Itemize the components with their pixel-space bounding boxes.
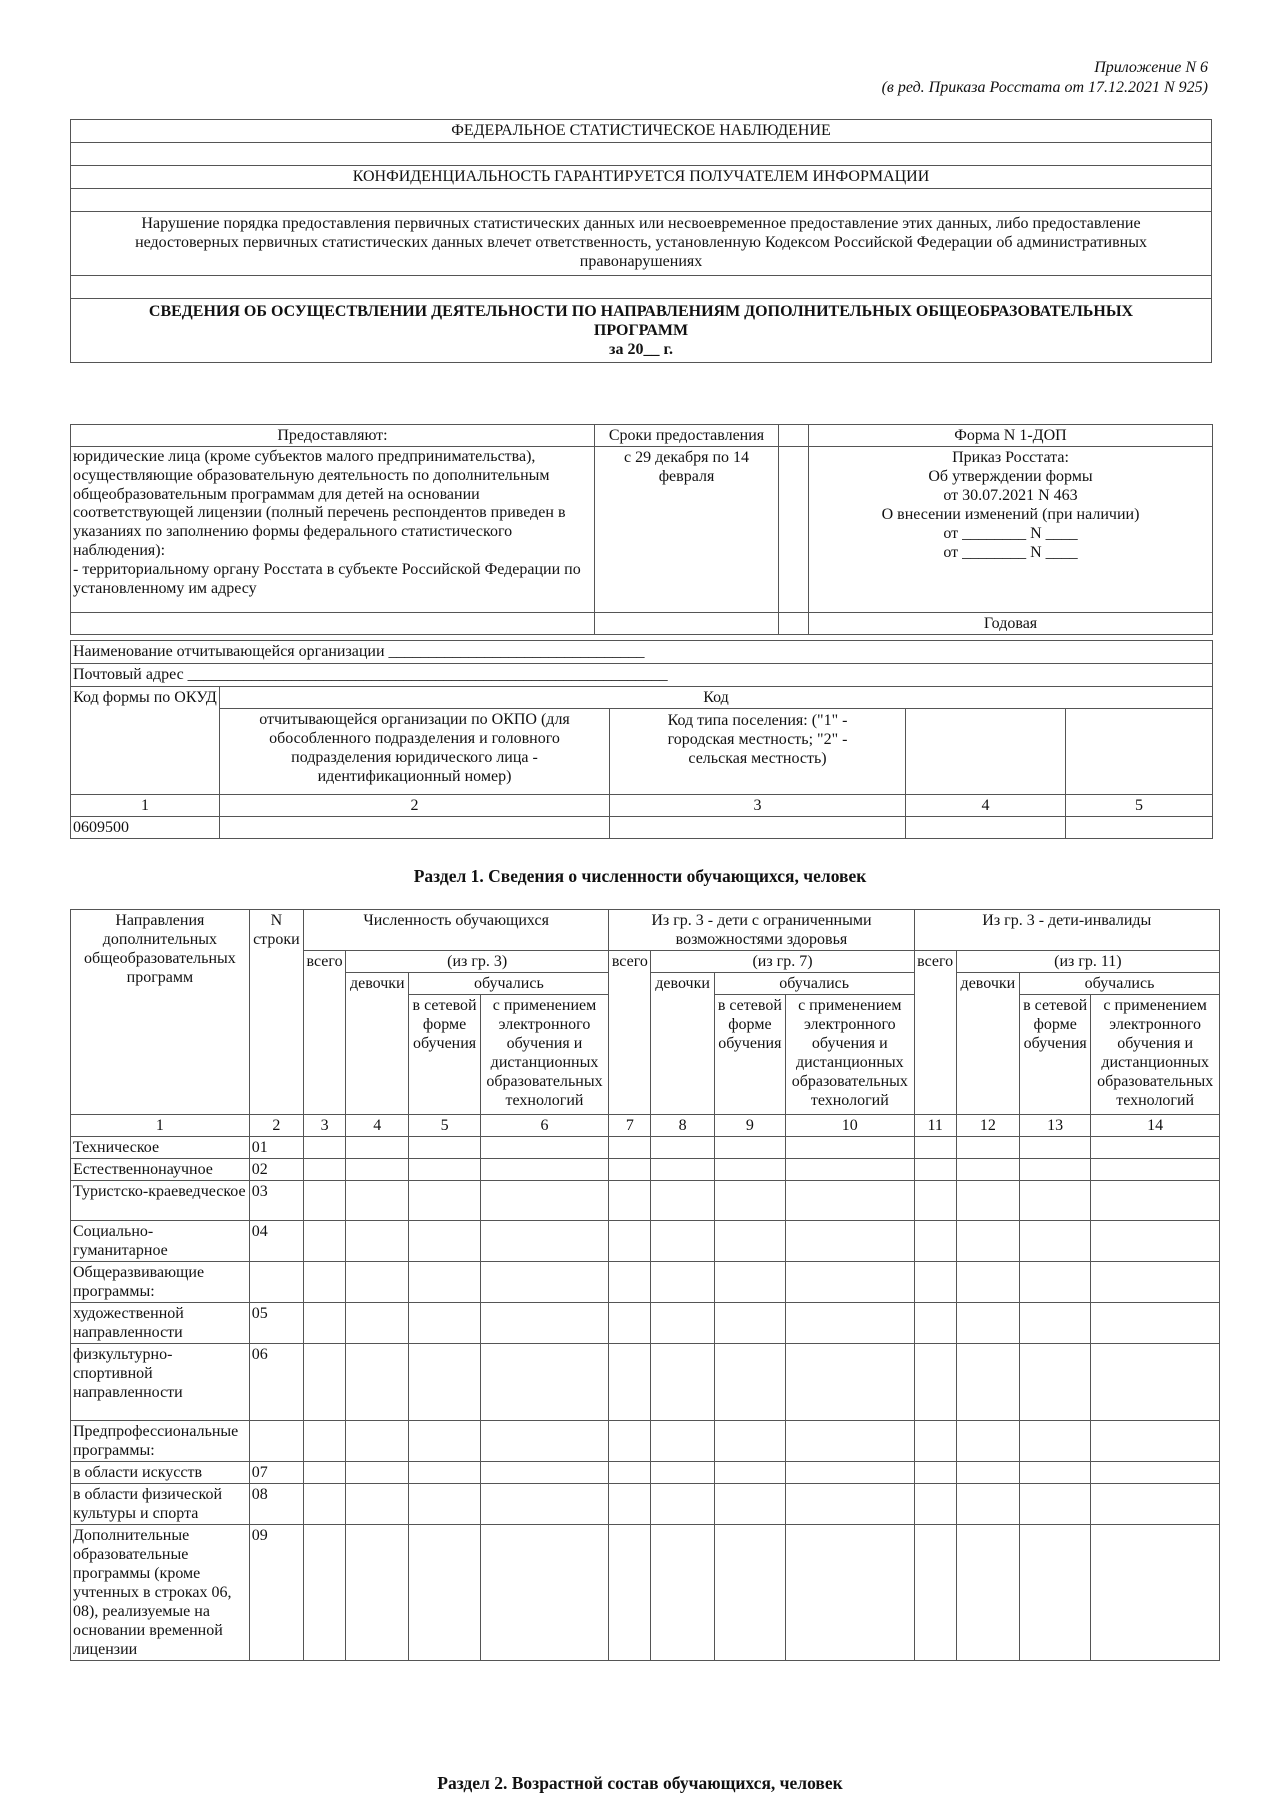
header-table [70, 119, 1212, 363]
data-cell-col14[interactable] [1091, 1181, 1220, 1221]
data-cell-col8[interactable] [651, 1421, 714, 1462]
col-num: 1 [71, 795, 220, 817]
col-num: 12 [956, 1115, 1019, 1137]
data-cell-col11[interactable] [914, 1344, 956, 1421]
blank-cell [71, 613, 595, 635]
data-cell-col14[interactable] [1091, 1137, 1220, 1159]
data-cell-col4[interactable] [346, 1137, 409, 1159]
data-cell-col6[interactable] [480, 1344, 609, 1421]
data-cell-col7[interactable] [609, 1159, 651, 1181]
data-cell-col11[interactable] [914, 1181, 956, 1221]
data-cell-col4[interactable] [346, 1303, 409, 1344]
observation-label: ФЕДЕРАЛЬНОЕ СТАТИСТИЧЕСКОЕ НАБЛЮДЕНИЕ [71, 120, 1212, 143]
okpo-header: отчитывающейся организации по ОКПО (для обособленного подразделения и головного подразделения юридического лица - идентификационный номер) [220, 709, 610, 795]
data-cell-col5[interactable] [409, 1181, 480, 1221]
data-cell-col9[interactable] [714, 1462, 785, 1484]
data-cell-col8[interactable] [651, 1262, 714, 1303]
studied-header: обучались [409, 973, 609, 995]
blank-row [71, 189, 1212, 212]
col-num: 13 [1020, 1115, 1091, 1137]
data-cell-col11[interactable] [914, 1262, 956, 1303]
row-code: 04 [249, 1221, 303, 1262]
order-line-6: от ________ N ____ [943, 544, 1078, 561]
order-line-2: Об утверждении формы [928, 468, 1093, 485]
respondents-text: юридические лица (кроме субъектов малого предпринимательства), осуществляющие образовательную деятельность по дополнительным общеобразовательным программам для детей на основании соответствующей лицензии (полный перечень респондентов приведен в указаниях по заполнению формы федерального статистического наблюдения): [73, 448, 566, 559]
section1-table [70, 909, 1220, 1661]
row-code: 03 [249, 1181, 303, 1221]
okud-value: 0609500 [71, 817, 220, 839]
direction-name: физкультурно-спортивной направленности [71, 1344, 250, 1421]
from-col3-header: (из гр. 3) [346, 951, 609, 973]
table-row [71, 1484, 1220, 1525]
respondents-header: Предоставляют: [71, 425, 595, 447]
data-cell-col12[interactable] [956, 1137, 1019, 1159]
col-num: 8 [651, 1115, 714, 1137]
data-cell-col4[interactable] [346, 1344, 409, 1421]
organization-table [70, 640, 1213, 839]
data-cell-col4[interactable] [346, 1181, 409, 1221]
data-cell-col8[interactable] [651, 1484, 714, 1525]
data-cell-col5[interactable] [409, 1221, 480, 1262]
data-cell-col14[interactable] [1091, 1159, 1220, 1181]
data-cell-col13[interactable] [1020, 1137, 1091, 1159]
okpo-input[interactable] [220, 817, 610, 839]
deadline-cell: с 29 декабря по 14 февраля [595, 447, 779, 613]
directions-header: Направления дополнительных общеобразовательных программ [71, 910, 250, 1115]
code-input-4[interactable] [906, 817, 1066, 839]
col-num: 5 [409, 1115, 480, 1137]
data-cell-col7[interactable] [609, 1421, 651, 1462]
org-name-field[interactable]: Наименование отчитывающейся организации ________________________________ [71, 641, 1213, 664]
direction-name: в области искусств [71, 1462, 250, 1484]
data-cell-col5[interactable] [409, 1262, 480, 1303]
data-cell-col14[interactable] [1091, 1484, 1220, 1525]
code-input-5[interactable] [1066, 817, 1213, 839]
students-header: Численность обучающихся [303, 910, 608, 951]
data-cell-col12[interactable] [956, 1221, 1019, 1262]
data-cell-col9[interactable] [714, 1137, 785, 1159]
data-cell-col12[interactable] [956, 1484, 1019, 1525]
okud-header: Код формы по ОКУД [71, 687, 220, 795]
data-cell-col9[interactable] [714, 1262, 785, 1303]
row-code [249, 1421, 303, 1462]
direction-name: Естественнонаучное [71, 1159, 250, 1181]
deadline-header: Сроки предоставления [595, 425, 779, 447]
data-cell-col6[interactable] [480, 1137, 609, 1159]
spacer-cell [779, 425, 809, 447]
form-title-main: СВЕДЕНИЯ ОБ ОСУЩЕСТВЛЕНИИ ДЕЯТЕЛЬНОСТИ ПО НАПРАВЛЕНИЯМ ДОПОЛНИТЕЛЬНЫХ ОБЩЕОБРАЗОВАТЕЛЬНЫХ ПРОГРАММ [148, 303, 1134, 339]
form-number-header: Форма N 1-ДОП [809, 425, 1213, 447]
data-cell-col7[interactable] [609, 1137, 651, 1159]
settlement-type-header: Код типа поселения: ("1" - городская местность; "2" - сельская местность) [610, 709, 906, 795]
row-number-header: N строки [249, 910, 303, 1115]
direction-name: Техническое [71, 1137, 250, 1159]
direction-name: Социально-гуманитарное [71, 1221, 250, 1262]
data-cell-col12[interactable] [956, 1525, 1019, 1661]
col-num: 3 [303, 1115, 345, 1137]
col-num: 1 [71, 1115, 250, 1137]
data-cell-col12[interactable] [956, 1159, 1019, 1181]
blank-cell [1066, 709, 1213, 795]
data-cell-col11[interactable] [914, 1303, 956, 1344]
data-cell-col5[interactable] [409, 1525, 480, 1661]
table-row [71, 1159, 1220, 1181]
postal-address-field[interactable]: Почтовый адрес ____________________________________________________________ [71, 664, 1213, 687]
data-cell-col9[interactable] [714, 1344, 785, 1421]
data-cell-col4[interactable] [346, 1421, 409, 1462]
data-cell-col6[interactable] [480, 1484, 609, 1525]
section1-title: Раздел 1. Сведения о численности обучающихся, человек [413, 866, 867, 886]
data-cell-col4[interactable] [346, 1462, 409, 1484]
data-cell-col8[interactable] [651, 1303, 714, 1344]
data-cell-col12[interactable] [956, 1181, 1019, 1221]
data-cell-col5[interactable] [409, 1159, 480, 1181]
spacer-cell [779, 447, 809, 613]
data-cell-col3[interactable] [303, 1221, 345, 1262]
order-line-3: от 30.07.2021 N 463 [943, 487, 1078, 504]
col-num: 9 [714, 1115, 785, 1137]
data-cell-col10[interactable] [786, 1484, 915, 1525]
data-cell-col10[interactable] [786, 1181, 915, 1221]
table-row [71, 1344, 1220, 1421]
data-cell-col14[interactable] [1091, 1262, 1220, 1303]
table-row [71, 1181, 1220, 1221]
data-cell-col6[interactable] [480, 1159, 609, 1181]
data-cell-col4[interactable] [346, 1484, 409, 1525]
form-title-period: за 20__ г. [609, 341, 673, 358]
row-code: 02 [249, 1159, 303, 1181]
respondents-destination: - территориальному органу Росстата в субъекте Российской Федерации по установленному им адресу [73, 560, 581, 597]
row-code: 08 [249, 1484, 303, 1525]
data-cell-col13[interactable] [1020, 1303, 1091, 1344]
row-code: 09 [249, 1525, 303, 1661]
data-cell-col13[interactable] [1020, 1221, 1091, 1262]
data-cell-col4[interactable] [346, 1221, 409, 1262]
data-cell-col3[interactable] [303, 1159, 345, 1181]
data-cell-col10[interactable] [786, 1421, 915, 1462]
girls-header: девочки [346, 973, 409, 1115]
data-cell-col7[interactable] [609, 1462, 651, 1484]
data-cell-col11[interactable] [914, 1462, 956, 1484]
data-cell-col4[interactable] [346, 1159, 409, 1181]
data-cell-col13[interactable] [1020, 1344, 1091, 1421]
data-cell-col14[interactable] [1091, 1344, 1220, 1421]
data-cell-col11[interactable] [914, 1159, 956, 1181]
data-cell-col6[interactable] [480, 1221, 609, 1262]
data-cell-col3[interactable] [303, 1421, 345, 1462]
confidentiality-label: КОНФИДЕНЦИАЛЬНОСТЬ ГАРАНТИРУЕТСЯ ПОЛУЧАТЕЛЕМ ИНФОРМАЦИИ [71, 166, 1212, 189]
data-cell-col6[interactable] [480, 1462, 609, 1484]
appendix-line-1: Приложение N 6 [1094, 59, 1208, 76]
data-cell-col8[interactable] [651, 1221, 714, 1262]
blank-row [71, 143, 1212, 166]
data-cell-col3[interactable] [303, 1181, 345, 1221]
data-cell-col5[interactable] [409, 1137, 480, 1159]
data-cell-col13[interactable] [1020, 1262, 1091, 1303]
blank-cell [906, 709, 1066, 795]
data-cell-col3[interactable] [303, 1484, 345, 1525]
data-cell-col7[interactable] [609, 1181, 651, 1221]
data-cell-col10[interactable] [786, 1137, 915, 1159]
blank-cell [779, 613, 809, 635]
network-form-header: в сетевой форме обучения [1020, 995, 1091, 1115]
data-cell-col9[interactable] [714, 1221, 785, 1262]
data-cell-col3[interactable] [303, 1303, 345, 1344]
table-row [71, 1462, 1220, 1484]
data-cell-col7[interactable] [609, 1303, 651, 1344]
data-cell-col4[interactable] [346, 1525, 409, 1661]
data-cell-col14[interactable] [1091, 1525, 1220, 1661]
data-cell-col13[interactable] [1020, 1462, 1091, 1484]
respondents-cell [71, 447, 595, 613]
col-num: 7 [609, 1115, 651, 1137]
data-cell-col13[interactable] [1020, 1484, 1091, 1525]
data-cell-col11[interactable] [914, 1221, 956, 1262]
data-cell-col3[interactable] [303, 1525, 345, 1661]
submission-table [70, 424, 1213, 635]
form-title [71, 299, 1212, 363]
appendix-note [882, 58, 1208, 98]
col-num: 2 [249, 1115, 303, 1137]
data-cell-col3[interactable] [303, 1344, 345, 1421]
data-cell-col3[interactable] [303, 1137, 345, 1159]
direction-name: в области физической культуры и спорта [71, 1484, 250, 1525]
table-row [71, 1137, 1220, 1159]
data-cell-col5[interactable] [409, 1421, 480, 1462]
data-cell-col5[interactable] [409, 1344, 480, 1421]
blank-row [71, 276, 1212, 299]
col-num: 10 [786, 1115, 915, 1137]
total-header: всего [914, 951, 956, 1115]
data-cell-col12[interactable] [956, 1421, 1019, 1462]
row-code: 07 [249, 1462, 303, 1484]
total-header: всего [303, 951, 345, 1115]
col-num: 11 [914, 1115, 956, 1137]
data-cell-col5[interactable] [409, 1484, 480, 1525]
direction-name: Предпрофессиональные программы: [71, 1421, 250, 1462]
table-row [71, 1525, 1220, 1661]
data-cell-col11[interactable] [914, 1421, 956, 1462]
data-cell-col8[interactable] [651, 1159, 714, 1181]
data-cell-col7[interactable] [609, 1525, 651, 1661]
data-cell-col9[interactable] [714, 1303, 785, 1344]
data-cell-col7[interactable] [609, 1262, 651, 1303]
data-cell-col10[interactable] [786, 1344, 915, 1421]
col-num: 5 [1066, 795, 1213, 817]
violation-notice: Нарушение порядка предоставления первичных статистических данных или несвоевременное предоставление этих данных, либо предоставление недостоверных первичных статистических данных влечет ответственность, установленную Кодексом Российской Федерации об административных правонарушениях [71, 212, 1212, 276]
data-cell-col3[interactable] [303, 1462, 345, 1484]
data-cell-col5[interactable] [409, 1462, 480, 1484]
order-line-4: О внесении изменений (при наличии) [881, 506, 1140, 523]
data-cell-col3[interactable] [303, 1262, 345, 1303]
col-num: 4 [906, 795, 1066, 817]
data-cell-col6[interactable] [480, 1303, 609, 1344]
data-cell-col10[interactable] [786, 1262, 915, 1303]
data-cell-col10[interactable] [786, 1221, 915, 1262]
girls-header: девочки [651, 973, 714, 1115]
data-cell-col13[interactable] [1020, 1159, 1091, 1181]
data-cell-col10[interactable] [786, 1525, 915, 1661]
direction-name: художественной направленности [71, 1303, 250, 1344]
studied-header: обучались [1020, 973, 1220, 995]
data-cell-col12[interactable] [956, 1462, 1019, 1484]
data-cell-col7[interactable] [609, 1484, 651, 1525]
table-row [71, 1221, 1220, 1262]
data-cell-col11[interactable] [914, 1484, 956, 1525]
data-cell-col13[interactable] [1020, 1525, 1091, 1661]
data-cell-col14[interactable] [1091, 1221, 1220, 1262]
data-cell-col13[interactable] [1020, 1181, 1091, 1221]
data-cell-col9[interactable] [714, 1525, 785, 1661]
code-header: Код [220, 687, 1213, 709]
data-cell-col7[interactable] [609, 1221, 651, 1262]
direction-name: Общеразвивающие программы: [71, 1262, 250, 1303]
data-cell-col7[interactable] [609, 1344, 651, 1421]
elearning-header: с применением электронного обучения и дистанционных образовательных технологий [1091, 995, 1220, 1115]
order-cell [809, 447, 1213, 613]
network-form-header: в сетевой форме обучения [714, 995, 785, 1115]
data-cell-col8[interactable] [651, 1462, 714, 1484]
data-cell-col8[interactable] [651, 1344, 714, 1421]
table-row [71, 1421, 1220, 1462]
col-num: 14 [1091, 1115, 1220, 1137]
direction-name: Дополнительные образовательные программы (кроме учтенных в строках 06, 08), реализуемые на основании временной лицензии [71, 1525, 250, 1661]
section1-body [71, 1137, 1220, 1661]
data-cell-col9[interactable] [714, 1421, 785, 1462]
from-col11-header: (из гр. 11) [956, 951, 1219, 973]
data-cell-col14[interactable] [1091, 1462, 1220, 1484]
col-num: 2 [220, 795, 610, 817]
network-form-header: в сетевой форме обучения [409, 995, 480, 1115]
table-row [71, 1262, 1220, 1303]
data-cell-col8[interactable] [651, 1525, 714, 1661]
data-cell-col10[interactable] [786, 1159, 915, 1181]
section2-title: Раздел 2. Возрастной состав обучающихся, человек [437, 1773, 843, 1793]
data-cell-col8[interactable] [651, 1137, 714, 1159]
col-num: 6 [480, 1115, 609, 1137]
order-line-5: от ________ N ____ [943, 525, 1078, 542]
total-header: всего [609, 951, 651, 1115]
order-line-1: Приказ Росстата: [952, 449, 1069, 466]
data-cell-col6[interactable] [480, 1421, 609, 1462]
row-code [249, 1262, 303, 1303]
table-row [71, 1303, 1220, 1344]
data-cell-col13[interactable] [1020, 1421, 1091, 1462]
periodicity-cell: Годовая [809, 613, 1213, 635]
col-num: 4 [346, 1115, 409, 1137]
data-cell-col12[interactable] [956, 1262, 1019, 1303]
ovz-header: Из гр. 3 - дети с ограниченными возможностями здоровья [609, 910, 914, 951]
disabled-header: Из гр. 3 - дети-инвалиды [914, 910, 1219, 951]
data-cell-col4[interactable] [346, 1262, 409, 1303]
data-cell-col6[interactable] [480, 1262, 609, 1303]
data-cell-col9[interactable] [714, 1159, 785, 1181]
settlement-type-input[interactable] [610, 817, 906, 839]
data-cell-col12[interactable] [956, 1303, 1019, 1344]
data-cell-col8[interactable] [651, 1181, 714, 1221]
data-cell-col12[interactable] [956, 1344, 1019, 1421]
data-cell-col9[interactable] [714, 1484, 785, 1525]
elearning-header: с применением электронного обучения и дистанционных образовательных технологий [480, 995, 609, 1115]
data-cell-col6[interactable] [480, 1525, 609, 1661]
row-code: 05 [249, 1303, 303, 1344]
data-cell-col14[interactable] [1091, 1421, 1220, 1462]
data-cell-col11[interactable] [914, 1525, 956, 1661]
appendix-line-2: (в ред. Приказа Росстата от 17.12.2021 N 925) [881, 79, 1208, 96]
elearning-header: с применением электронного обучения и дистанционных образовательных технологий [786, 995, 915, 1115]
direction-name: Туристско-краеведческое [71, 1181, 250, 1221]
blank-cell [595, 613, 779, 635]
data-cell-col10[interactable] [786, 1462, 915, 1484]
data-cell-col6[interactable] [480, 1181, 609, 1221]
data-cell-col11[interactable] [914, 1137, 956, 1159]
row-code: 06 [249, 1344, 303, 1421]
col-num: 3 [610, 795, 906, 817]
row-code: 01 [249, 1137, 303, 1159]
from-col7-header: (из гр. 7) [651, 951, 914, 973]
data-cell-col5[interactable] [409, 1303, 480, 1344]
girls-header: девочки [956, 973, 1019, 1115]
data-cell-col10[interactable] [786, 1303, 915, 1344]
data-cell-col14[interactable] [1091, 1303, 1220, 1344]
studied-header: обучались [714, 973, 914, 995]
data-cell-col9[interactable] [714, 1181, 785, 1221]
